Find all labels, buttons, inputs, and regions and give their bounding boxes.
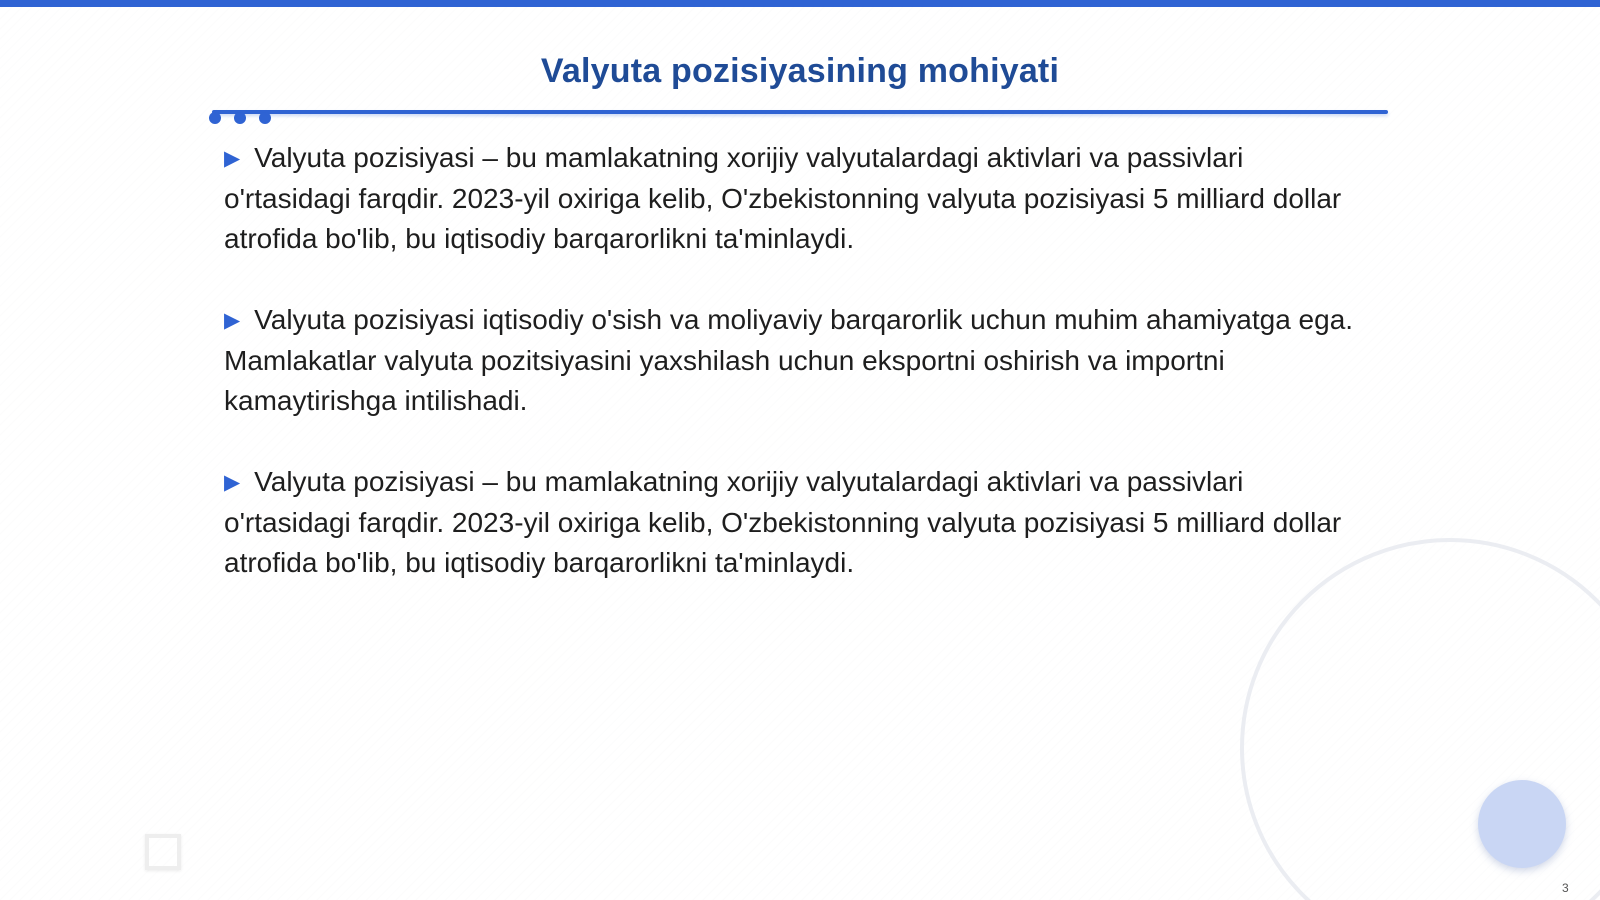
decorative-dot — [259, 112, 271, 124]
slide-title: Valyuta pozisiyasining mohiyati — [540, 52, 1060, 90]
bullet-paragraph — [224, 138, 1374, 259]
paragraph-text: Valyuta pozisiyasi iqtisodiy o'sish va moliyaviy barqarorlik uchun muhim ahamiyatga ega. Mamlakatlar valyuta pozitsiyasini yaxshilash uchun eksportni oshirish va importni kamaytirishga intilishadi. — [224, 304, 1354, 416]
bullet-list — [224, 138, 1374, 624]
top-accent-bar — [0, 0, 1600, 7]
page-number: 3 — [1562, 881, 1569, 895]
bullet-paragraph — [224, 300, 1374, 421]
paragraph-text: Valyuta pozisiyasi – bu mamlakatning xorijiy valyutalardagi aktivlari va passivlari o'rtasidagi farqdir. 2023-yil oxiriga kelib, O'zbekistonning valyuta pozisiyasi 5 milliard dollar atrofida bo'lib, bu iqtisodiy barqarorlikni ta'minlaydi. — [224, 142, 1342, 254]
title-underline — [212, 110, 1388, 114]
decorative-dot — [209, 112, 221, 124]
paragraph-text: Valyuta pozisiyasi – bu mamlakatning xorijiy valyutalardagi aktivlari va passivlari o'rtasidagi farqdir. 2023-yil oxiriga kelib, O'zbekistonning valyuta pozisiyasi 5 milliard dollar atrofida bo'lib, bu iqtisodiy barqarorlikni ta'minlaydi. — [224, 466, 1342, 578]
bullet-paragraph — [224, 462, 1374, 583]
triangle-bullet-icon: ▶ — [224, 309, 241, 332]
triangle-bullet-icon: ▶ — [224, 471, 241, 494]
decorative-square — [145, 834, 181, 870]
decorative-disc — [1478, 780, 1566, 868]
decorative-dot — [234, 112, 246, 124]
triangle-bullet-icon: ▶ — [224, 147, 241, 170]
